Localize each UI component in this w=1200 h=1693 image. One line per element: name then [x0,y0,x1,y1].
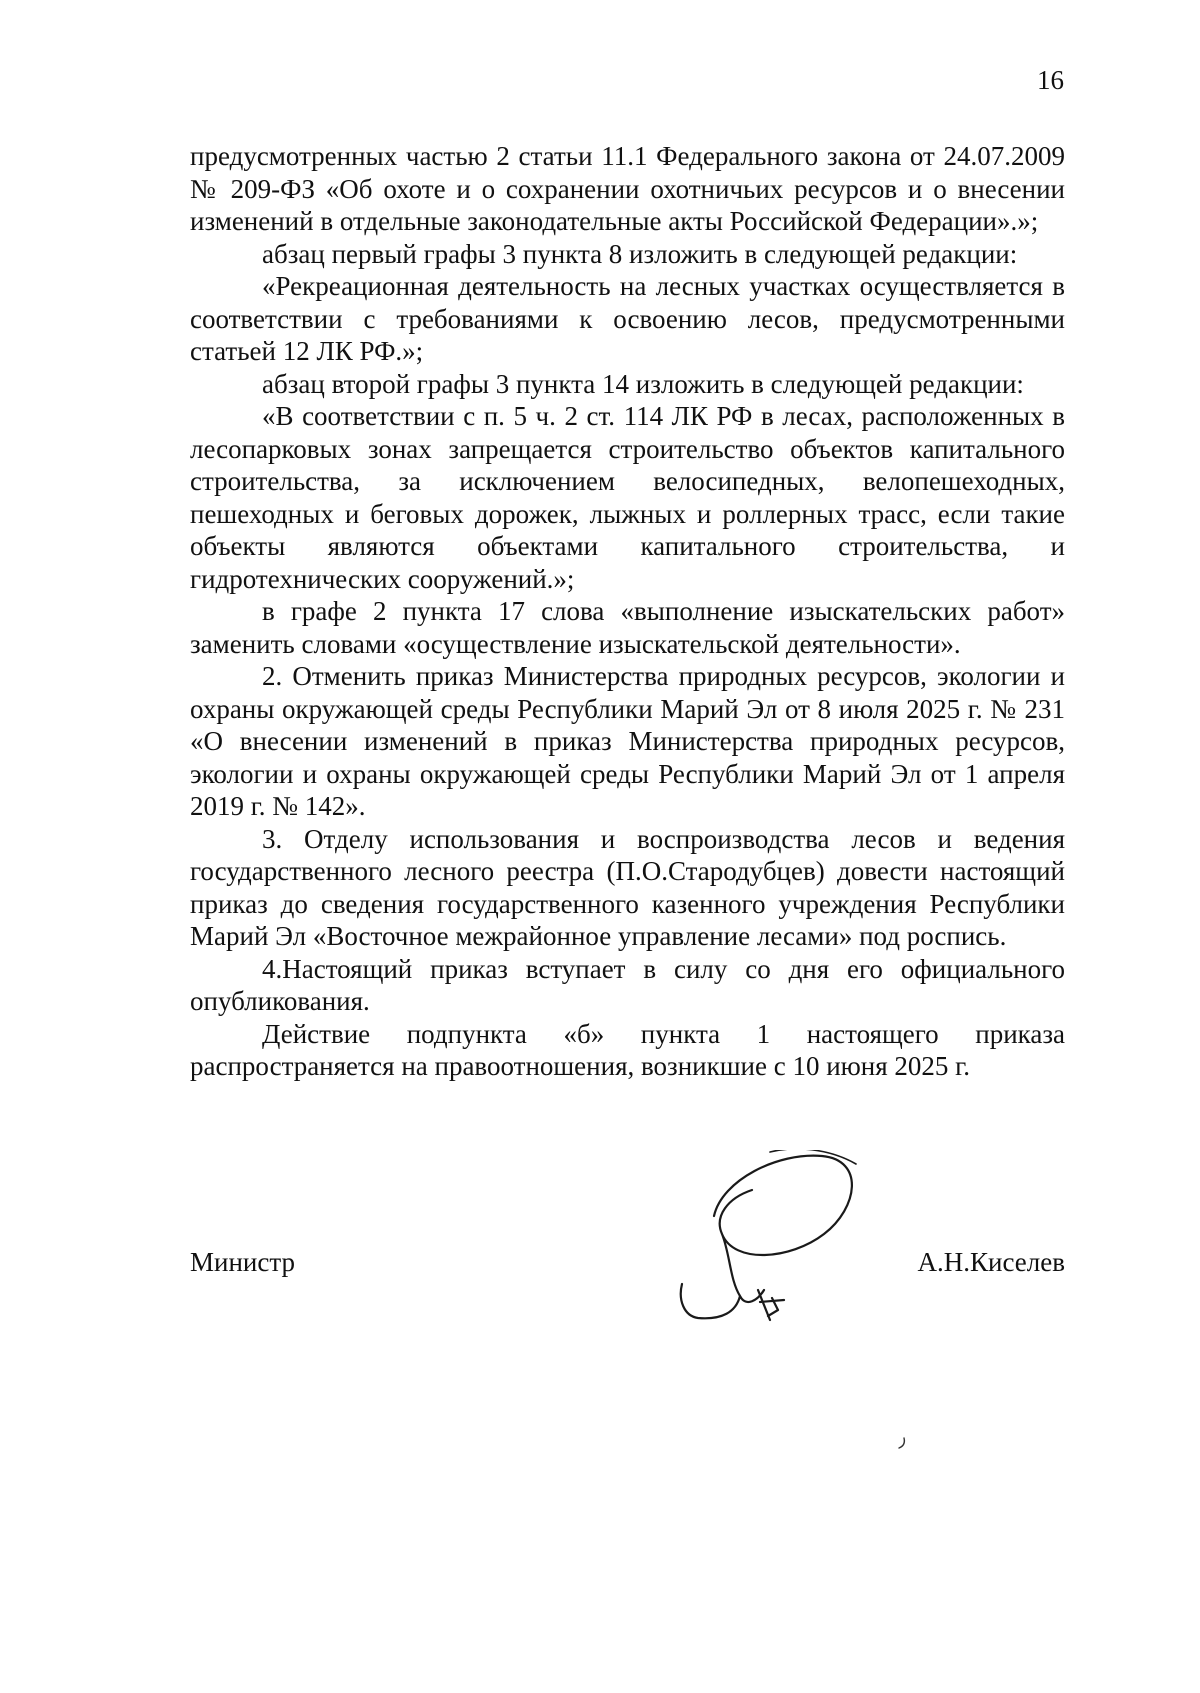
paragraph-1: предусмотренных частью 2 статьи 11.1 Федерального закона от 24.07.2009 № 209-ФЗ «Об охоте и о сохранении охотничьих ресурсов и о внесении изменений в отдельные законодательные акты Российской Федерации».»; [190,141,1065,236]
handwritten-signature [660,1150,900,1330]
signer-position: Министр [190,1247,295,1277]
signature-block [190,1246,1065,1282]
paragraph-4: абзац второй графы 3 пункта 14 изложить в следующей редакции: [262,368,1024,399]
paragraph-3: «Рекреационная деятельность на лесных участках осуществляется в соответствии с требованиями к освоению лесов, предусмотренными статьей 12 ЛК РФ.»; [190,271,1065,366]
stray-mark [896,1436,908,1450]
signer-name: А.Н.Киселев [917,1247,1065,1277]
page-number: 16 [1037,65,1064,95]
paragraph-6: в графе 2 пункта 17 слова «выполнение изыскательских работ» заменить словами «осуществление изыскательской деятельности». [190,596,1065,659]
paragraph-9: 4.Настоящий приказ вступает в силу со дня его официального опубликования. [190,953,1065,1016]
paragraph-7: 2. Отменить приказ Министерства природных ресурсов, экологии и охраны окружающей среды Республики Марий Эл от 8 июля 2025 г. № 231 «О внесении изменений в приказ Министерства природных ресурсов, экологии и охраны окружающей среды Республики Марий Эл от 1 апреля 2019 г. № 142». [190,661,1065,821]
paragraph-2: абзац первый графы 3 пункта 8 изложить в следующей редакции: [262,238,1018,269]
paragraph-10: Действие подпункта «б» пункта 1 настоящего приказа распространяется на правоотношения, возникшие с 10 июня 2025 г. [190,1018,1065,1081]
paragraph-5: «В соответствии с п. 5 ч. 2 ст. 114 ЛК РФ в лесах, расположенных в лесопарковых зонах запрещается строительство объектов капитального строительства, за исключением велосипедных, велопешеходных, пешеходных и беговых дорожек, лыжных и роллерных трасс, если такие объекты являются объектами капитального строительства, и гидротехнических сооружений.»; [190,401,1065,594]
document-body [190,140,1065,1083]
paragraph-8: 3. Отделу использования и воспроизводства лесов и ведения государственного лесного реестра (П.О.Стародубцев) довести настоящий приказ до сведения государственного казенного учреждения Республики Марий Эл «Восточное межрайонное управление лесами» под роспись. [190,823,1065,951]
